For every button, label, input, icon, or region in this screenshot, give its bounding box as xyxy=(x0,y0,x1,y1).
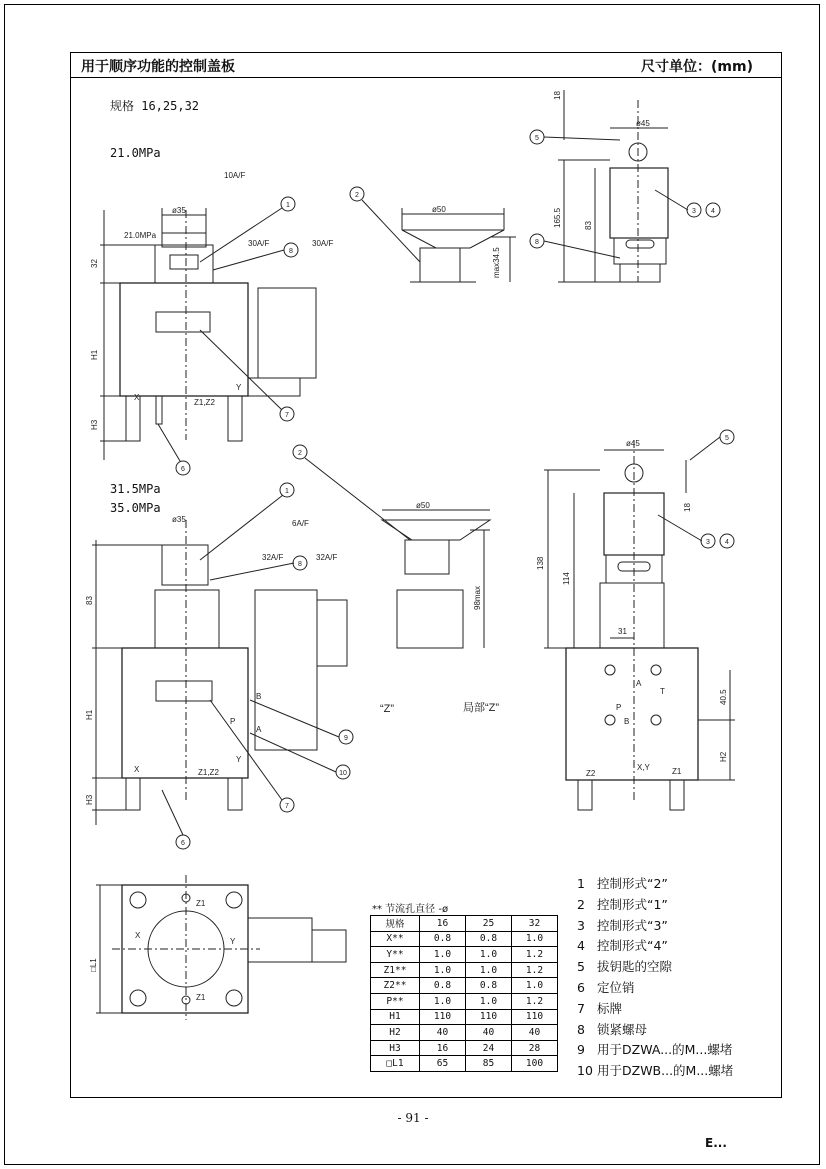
legend-item xyxy=(577,936,733,957)
table-cell: 40 xyxy=(420,1025,466,1041)
legend-number: 4 xyxy=(577,938,585,954)
label-y-bot: Y xyxy=(236,755,242,764)
legend-number: 3 xyxy=(577,917,585,933)
legend-item xyxy=(577,1040,733,1061)
label-y-top: Y xyxy=(236,383,242,392)
table-cell: X** xyxy=(371,931,420,947)
table-cell: 28 xyxy=(512,1040,558,1056)
table-cell: 24 xyxy=(466,1040,512,1056)
legend-text: 控制形式“4” xyxy=(597,938,668,954)
table-cell: 1.0 xyxy=(420,993,466,1009)
label-h3-bot: H3 xyxy=(85,794,94,805)
table-cell: 1.0 xyxy=(512,978,558,994)
table-cell: H1 xyxy=(371,1009,420,1025)
table-row xyxy=(371,947,558,963)
callout-7-a: 7 xyxy=(285,412,289,419)
legend-item xyxy=(577,978,733,999)
callout-8-b: 8 xyxy=(535,239,539,246)
table-row xyxy=(371,1040,558,1056)
orifice-table xyxy=(370,915,558,1072)
pressure-label-3: 35.0MPa xyxy=(110,501,161,515)
legend-item xyxy=(577,874,733,895)
label-32: 32 xyxy=(90,259,99,268)
legend-text: 控制形式“3” xyxy=(597,917,668,933)
view-plan xyxy=(96,875,346,1020)
unit-label: 尺寸单位：(mm) xyxy=(641,59,753,75)
table-cell: Z1** xyxy=(371,962,420,978)
label-pxy: X,Y xyxy=(637,763,650,772)
label-83-bot: 83 xyxy=(85,596,94,605)
table-header-cell: 16 xyxy=(420,916,466,932)
table-header-cell: 32 xyxy=(512,916,558,932)
table-cell: 85 xyxy=(466,1056,512,1072)
callout-1-a: 1 xyxy=(286,202,290,209)
table-cell: P** xyxy=(371,993,420,1009)
callout-6-b: 6 xyxy=(181,840,185,847)
callout-6-a: 6 xyxy=(181,466,185,473)
label-x-bot: X xyxy=(134,765,140,774)
table-cell: 1.2 xyxy=(512,993,558,1009)
legend-number: 2 xyxy=(577,896,585,912)
callout-4-b: 4 xyxy=(725,539,729,546)
view-bottom-right xyxy=(544,440,735,810)
label-port-p: P xyxy=(230,717,236,726)
label-h3-top: H3 xyxy=(90,419,99,430)
legend-text: 标牌 xyxy=(597,1000,623,1016)
legend-item xyxy=(577,999,733,1020)
label-30af-a: 30A/F xyxy=(248,239,270,248)
label-z1z2-bot: Z1,Z2 xyxy=(198,768,219,777)
label-dia50-top: ø50 xyxy=(432,205,446,214)
legend-text: 定位销 xyxy=(597,979,635,995)
callout-5-a: 5 xyxy=(535,135,539,142)
callout-3-a: 3 xyxy=(692,208,696,215)
table-row xyxy=(371,1009,558,1025)
table-cell: 1.0 xyxy=(420,962,466,978)
label-10af: 10A/F xyxy=(224,171,246,180)
callout-8-c: 8 xyxy=(298,561,302,568)
table-cell: H2 xyxy=(371,1025,420,1041)
legend-item xyxy=(577,916,733,937)
table-cell: 1.2 xyxy=(512,947,558,963)
table-cell: 0.8 xyxy=(466,978,512,994)
label-dia50-bot: ø50 xyxy=(416,501,430,510)
legend-number: 7 xyxy=(577,1000,585,1016)
pressure-label-2: 31.5MPa xyxy=(110,482,161,496)
label-h1-top: H1 xyxy=(90,349,99,360)
table-row xyxy=(371,993,558,1009)
parts-legend xyxy=(577,874,733,1082)
table-cell: 110 xyxy=(420,1009,466,1025)
legend-text: 控制形式“1” xyxy=(597,896,668,912)
label-pa: A xyxy=(636,679,642,688)
brand-logo: E... xyxy=(705,1136,727,1150)
label-pb: B xyxy=(624,717,630,726)
page-title: 用于顺序功能的控制盖板 xyxy=(81,59,235,75)
label-h2: H2 xyxy=(719,751,728,762)
table-cell: 1.0 xyxy=(466,962,512,978)
legend-text: 拔钥匙的空隙 xyxy=(597,959,673,975)
legend-number: 9 xyxy=(577,1042,585,1058)
view-top-right xyxy=(558,90,668,282)
label-dia35-top: ø35 xyxy=(172,206,186,215)
label-83-right: 83 xyxy=(584,221,593,230)
table-cell: 0.8 xyxy=(420,931,466,947)
label-pp: P xyxy=(616,703,622,712)
table-cell: H3 xyxy=(371,1040,420,1056)
table-cell: 1.2 xyxy=(512,962,558,978)
label-31: 31 xyxy=(618,627,627,636)
label-pz1: Z1 xyxy=(672,767,682,776)
legend-item xyxy=(577,957,733,978)
callout-5-b: 5 xyxy=(725,435,729,442)
callout-10: 10 xyxy=(339,770,347,777)
label-6af: 6A/F xyxy=(292,519,309,528)
sizes-label: 规格 16,25,32 xyxy=(110,99,200,113)
label-z1z2-top: Z1,Z2 xyxy=(194,398,215,407)
table-cell: 1.0 xyxy=(512,931,558,947)
callout-4-a: 4 xyxy=(711,208,715,215)
label-pz2: Z2 xyxy=(586,769,596,778)
legend-number: 8 xyxy=(577,1021,585,1037)
label-32af-b: 32A/F xyxy=(316,553,338,562)
table-cell: 1.0 xyxy=(466,993,512,1009)
label-pt: T xyxy=(660,687,665,696)
pressure-label-1: 21.0MPa xyxy=(110,146,161,160)
table-row xyxy=(371,978,558,994)
legend-item xyxy=(577,1020,733,1041)
label-l1: □L1 xyxy=(89,958,98,972)
label-pz1-a: Z1 xyxy=(196,899,206,908)
label-dia35-bot: ø35 xyxy=(172,515,186,524)
label-view-z: “Z” xyxy=(380,703,395,715)
label-dia45-bot: ø45 xyxy=(626,439,640,448)
label-x-top: X xyxy=(134,393,140,402)
legend-number: 6 xyxy=(577,979,585,995)
table-cell: 1.0 xyxy=(420,947,466,963)
legend-item xyxy=(577,895,733,916)
table-cell: Y** xyxy=(371,947,420,963)
callout-8-a: 8 xyxy=(289,248,293,255)
table-cell: 100 xyxy=(512,1056,558,1072)
label-h1-bot: H1 xyxy=(85,709,94,720)
label-405: 40.5 xyxy=(719,689,728,705)
label-18-top: 18 xyxy=(553,91,562,100)
table-header-row xyxy=(371,916,558,932)
table-cell: 0.8 xyxy=(466,931,512,947)
table-caption: ** 节流孔直径 -ø xyxy=(372,904,449,915)
table-row xyxy=(371,1025,558,1041)
view-top-left xyxy=(100,208,316,460)
table-cell: 110 xyxy=(512,1009,558,1025)
label-max345: max34.5 xyxy=(492,247,501,278)
table-header-cell: 规格 xyxy=(371,916,420,932)
table-header-cell: 25 xyxy=(466,916,512,932)
table-cell: 0.8 xyxy=(420,978,466,994)
table-cell: □L1 xyxy=(371,1056,420,1072)
label-py: Y xyxy=(230,937,236,946)
table-row xyxy=(371,931,558,947)
label-port-a: A xyxy=(256,725,262,734)
table-cell: 65 xyxy=(420,1056,466,1072)
callout-7-b: 7 xyxy=(285,803,289,810)
legend-text: 用于DZWA...的M...螺堵 xyxy=(597,1042,733,1058)
label-30af-b: 30A/F xyxy=(312,239,334,248)
callout-1-b: 1 xyxy=(285,488,289,495)
table-cell: 40 xyxy=(512,1025,558,1041)
label-138: 138 xyxy=(536,556,545,570)
legend-number: 1 xyxy=(577,876,585,891)
label-px: X xyxy=(135,931,141,940)
table-row xyxy=(371,962,558,978)
legend-text: 锁紧螺母 xyxy=(597,1021,648,1037)
legend-number: 5 xyxy=(577,959,585,975)
legend-text: 控制形式“2” xyxy=(597,876,668,891)
view-bottom-left xyxy=(92,520,347,825)
callout-3-b: 3 xyxy=(706,539,710,546)
label-port-b: B xyxy=(256,692,262,701)
page-number: - 91 - xyxy=(397,1111,429,1125)
table-row xyxy=(371,1056,558,1072)
label-114: 114 xyxy=(562,572,571,585)
table-cell: 1.0 xyxy=(466,947,512,963)
label-pz1-b: Z1 xyxy=(196,993,206,1002)
legend-number: 10 xyxy=(577,1063,593,1079)
legend-item xyxy=(577,1061,733,1082)
table-cell: Z2** xyxy=(371,978,420,994)
table-cell: 16 xyxy=(420,1040,466,1056)
label-98max: 98max xyxy=(473,585,482,610)
callout-9: 9 xyxy=(344,735,348,742)
label-18-bot: 18 xyxy=(683,503,692,512)
label-1655: 165.5 xyxy=(553,207,562,228)
label-partial-z: 局部“Z” xyxy=(463,702,500,714)
legend-text: 用于DZWB...的M...螺堵 xyxy=(597,1063,734,1079)
callout-2-b: 2 xyxy=(298,450,302,457)
callout-2-a: 2 xyxy=(355,192,359,199)
table-cell: 110 xyxy=(466,1009,512,1025)
label-21mpa-tag: 21.0MPa xyxy=(124,231,157,240)
label-32af-a: 32A/F xyxy=(262,553,284,562)
label-dia45-top: ø45 xyxy=(636,119,650,128)
table-cell: 40 xyxy=(466,1025,512,1041)
